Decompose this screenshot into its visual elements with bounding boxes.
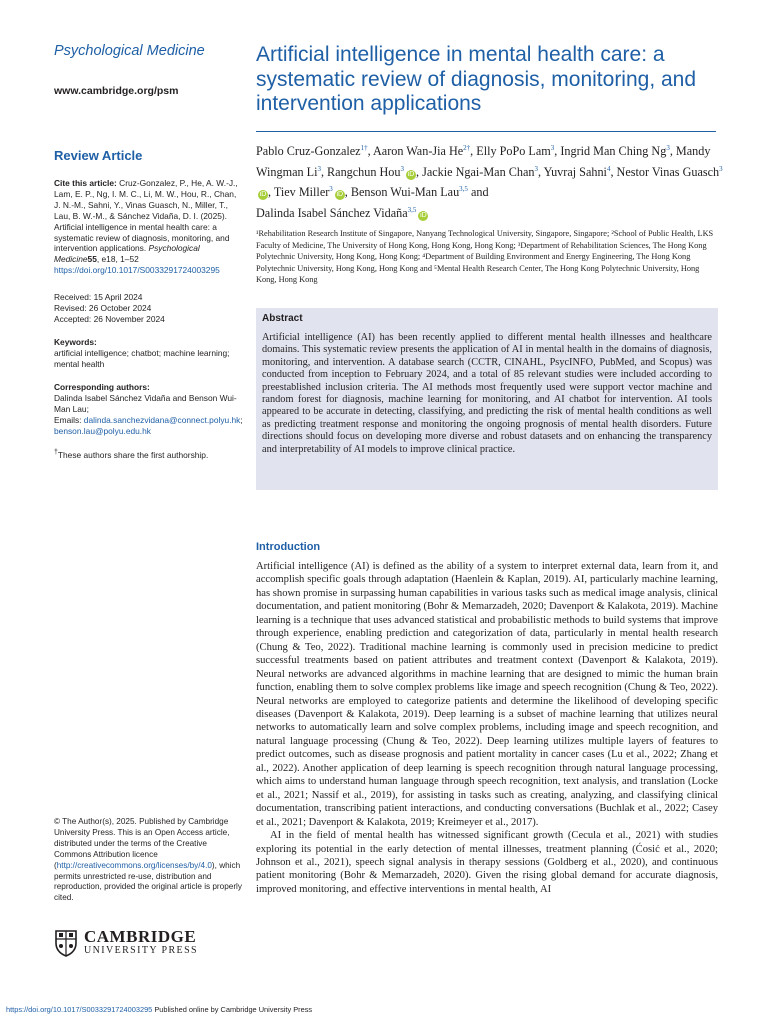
author-name: Jackie Ngai-Man Chan$^3$: [422, 164, 538, 179]
received-date: Received: 15 April 2024: [54, 292, 143, 302]
article-type: Review Article: [54, 148, 143, 163]
author-name: Ingrid Man Ching Ng$^3$: [560, 143, 670, 158]
author-note: †These authors share the first authorship.: [54, 449, 209, 460]
author-list: Pablo Cruz-Gonzalez$^{1\dagger}$, Aaron Wan-Jia $He^{2\dagger}$, Elly PoPo Lam$^3$, Ingrid Man Ching Ng$^3$, Mandy Wingman Li$^3$, Rangchun Hou$^3$iD , Jackie Ngai-Man Chan$^3$, Yuvraj Sahni$^4$, Nestor Vinas Guasch$^3$iD , Tiev Miller$^3$iD , Benson Wui-Man Lau$^{3,5}$ and Dalinda Isabel Sánchez Vidaña$^{3,5}$iD: [256, 143, 723, 220]
author-affiliation-sup: 3: [400, 164, 404, 173]
citation-block: [54, 178, 244, 276]
license-link[interactable]: http://creativecommons.org/licenses/by/4.0: [56, 860, 212, 870]
keywords-list: artificial intelligence; chatbot; machine learning; mental health: [54, 347, 230, 369]
journal-name: Psychological Medicine: [54, 43, 205, 59]
crest-icon: [54, 929, 78, 957]
introduction-heading: Introduction: [256, 541, 321, 553]
introduction-body: [256, 560, 718, 896]
journal-website[interactable]: www.cambridge.org/psm: [54, 85, 179, 97]
corresponding-authors: Corresponding authors: Dalinda Isabel Sánchez Vidaña and Benson Wui-Man Lau; Emails: dalinda.sanchezvidana@connect.polyu.hk; benson.lau@polyu.edu.hk: [54, 382, 243, 436]
author-affiliation-sup: 3: [719, 164, 723, 173]
author-name: Yuvraj Sahni$^4$: [543, 164, 611, 179]
author-affiliation-sup: 4: [606, 164, 611, 173]
intro-paragraph-2: AI in the field of mental health has witnessed significant growth (Cecula et al., 2021) with studies exploring its potential in the early detection of mental illnesses, treatment planning (Ćosić et al., 2020; Johnson et al., 2021), speech signal analysis in therapy sessions (Goldberg et al., 2020), and continuous patient monitoring (Bohr & Memarzadeh, 2020). Given the rising global demand for accurate diagnosis, improved monitoring, and effective interventions in mental health, AI: [256, 830, 718, 895]
cite-label: Cite this article:: [54, 178, 117, 188]
author-name: Mandy Wingman Li$^3$: [256, 144, 711, 179]
dates-block: [54, 292, 244, 325]
orcid-icon[interactable]: iD: [420, 211, 427, 219]
article-title: Artificial intelligence in mental health care: a systematic review of diagnosis, monitoring, and intervention applications: [256, 43, 697, 115]
author-affiliation-sup: 3: [666, 143, 670, 152]
corr-names: Dalinda Isabel Sánchez Vidaña and Benson Wui-Man Lau;: [54, 392, 237, 414]
author-affiliation-sup: 3,5: [407, 205, 417, 214]
author-affiliation-sup: 3: [550, 143, 555, 152]
author-name: Pablo Cruz-Gonzalez$^{1\dagger}$: [256, 143, 368, 158]
email-link-2[interactable]: benson.lau@polyu.edu.hk: [54, 425, 151, 436]
corr-label: Corresponding authors:: [54, 382, 150, 392]
logo-line-1: CAMBRIDGE: [84, 927, 197, 946]
author-affiliation-sup: 3: [329, 184, 333, 193]
affiliations: ¹Rehabilitation Research Institute of Singapore, Nanyang Technological University, Singapore, Singapore; ²School of Public Health, LKS Faculty of Medicine, The University of Hong Kong, Hong Kong, Hong Kong; ³Department of Rehabilitation Sciences, The Hong Kong Polytechnic University, Hong Kong, Hong Kong; ⁴Department of Building Environment and Energy Engineering, The Hong Kong Polytechnic University, Hong Kong, Hong Kong and ⁵Mental Health Research Center, The Hong Kong Polytechnic University, Hong Kong, Hong Kong: [256, 229, 714, 284]
page-footer: [6, 1005, 312, 1014]
abstract-text: Artificial intelligence (AI) has been recently applied to different mental health illnesses and healthcare domains. This systematic review presents the application of AI in mental health in the domains of diagnosis, monitoring, and intervention. A database search (CCTR, CINAHL, PsycINFO, PubMed, and Scopus) was conducted from inception to February 2024, and a total of 85 relevant studies were included according to preestablished inclusion criteria. The AI methods most frequently used were support vector machine and random forest for diagnosis, machine learning for monitoring, and AI chatbot for intervention. AI tools appeared to be accurate in detecting, classifying, and predicting the risk of mental health conditions as well as predicting treatment response and monitoring the ongoing prognosis of mental health disorders. Future directions should focus on developing more diverse and robust datasets and on enhancing the transparency and interpretability of AI models to improve clinical practice.: [262, 332, 712, 455]
emails-label: Emails:: [54, 414, 82, 425]
accepted-date: Accepted: 26 November 2024: [54, 314, 165, 324]
orcid-icon[interactable]: iD: [407, 170, 415, 178]
author-affiliation-sup: 3: [317, 164, 321, 173]
cite-pages: , e18, 1–52: [96, 254, 139, 265]
logo-line-2: UNIVERSITY PRESS: [84, 945, 198, 956]
author-name: Tiev Miller$^3$iD: [273, 184, 344, 199]
title-divider: [256, 131, 716, 132]
author-and: and: [470, 185, 489, 199]
author-name: Benson Wui-Man Lau$^{3,5}$: [350, 184, 468, 199]
footer-doi-link[interactable]: https://doi.org/10.1017/S0033291724003295: [6, 1005, 153, 1014]
email-link-1[interactable]: dalinda.sanchezvidana@connect.polyu.hk: [83, 414, 241, 425]
revised-date: Revised: 26 October 2024: [54, 303, 152, 313]
author-name: Elly PoPo Lam$^3$: [476, 143, 555, 158]
orcid-icon[interactable]: iD: [336, 191, 344, 198]
footer-text: Published online by Cambridge University Press: [152, 1005, 313, 1014]
cambridge-logo: [54, 929, 198, 957]
keywords-label: Keywords:: [54, 337, 97, 347]
author-name: Rangchun Hou$^3$iD: [327, 164, 415, 179]
author-affiliation-sup: 2†: [463, 143, 471, 152]
author-affiliation-sup: 3,5: [459, 184, 468, 193]
abstract-box: [256, 308, 718, 490]
cite-journal: Psychological Medicine: [54, 243, 200, 265]
orcid-icon[interactable]: iD: [259, 191, 267, 198]
author-affiliation-sup: 3: [534, 164, 538, 173]
cite-doi-link[interactable]: https://doi.org/10.1017/S0033291724003295: [54, 265, 220, 276]
author-name: Nestor Vinas Guasch$^3$iD: [259, 164, 723, 198]
cite-text: Cruz-Gonzalez, P., He, A. W.-J., Lam, E. P., Ng, I. M. C., Li, M. W., Hou, R., Chan, J. N.-M., Sahni, Y., Vinas Guasch, N., Miller, T., Lau, B. W.-M., & Sánchez Vidaña, D. I. (2025). Artificial intelligence in mental health care: a systematic review of diagnosis, monitoring, and intervention applications.: [54, 178, 238, 254]
author-name: Aaron Wan-Jia $He^{2\dagger}$: [373, 143, 471, 158]
license-text-pre: © The Author(s), 2025. Published by Cambridge University Press. This is an Open Access article, distributed under the terms of the Creative Commons Attribution licence (: [54, 817, 230, 870]
license-text-post: ), which permits unrestricted re-use, distribution and reproduction, provided the original article is properly cited.: [54, 860, 242, 903]
license-block: [54, 817, 244, 904]
cite-volume: 55: [87, 254, 97, 265]
intro-paragraph-1: Artificial intelligence (AI) is defined as the ability of a system to interpret external data, learn from it, and accomplish specific goals through adaptation (Haenlein & Kaplan, 2019). AI, particularly machine learning, has shown promise in surpassing human capabilities in various tasks such as medical image analysis, clinical documentation, and patient monitoring (Bohr & Memarzadeh, 2020; Davenport & Kalakota, 2019). Machine learning is a technique that uses advanced statistical and probabilistic methods to build systems that improve through experience, enabling prediction and categorization of data, particularly in mental health research (Chung & Teo, 2022). Traditional machine learning is commonly used in precision medicine to predict successful treatments based on patient attributes and treatment context (Davenport & Kalakota, 2019). Neural networks are advanced algorithms in machine learning that are designed to mimic the human brain function, enabling them to solve complex problems like image and speech recognition (Chung & Teo, 2022). Neural networks are employed to categorize patients and determine the likelihood of developing specific diseases (Davenport & Kalakota, 2019). Deep learning is a subset of machine learning that utilizes neural networks to automatically learn and solve complex problems, including image and speech recognition, and natural language processing (Chung & Teo, 2022). Deep learning utilizes multiple layers of features to predict outcomes, such as disease prognosis and patient mortality in cancer cases (Lu et al., 2022; Zhang et al., 2022). Another application of deep learning is speech recognition through natural language processing, which aims to understand human language through speech recognition, text analysis, and translation (Locke et al., 2021; Nassif et al., 2019), for assisting in tasks such as creating, analyzing, and classifying clinical documentation, transcribing patient interactions, and conducting conversations (Buchlak et al., 2022; Casey et al., 2021; Davenport & Kalakota, 2019; Kreimeyer et al., 2017).: [256, 561, 718, 828]
author-name: Dalinda Isabel Sánchez Vidaña$^{3,5}$iD: [256, 205, 427, 220]
author-affiliation-sup: 1†: [360, 143, 368, 152]
keywords-block: [54, 337, 244, 370]
abstract-heading: Abstract: [262, 313, 303, 324]
